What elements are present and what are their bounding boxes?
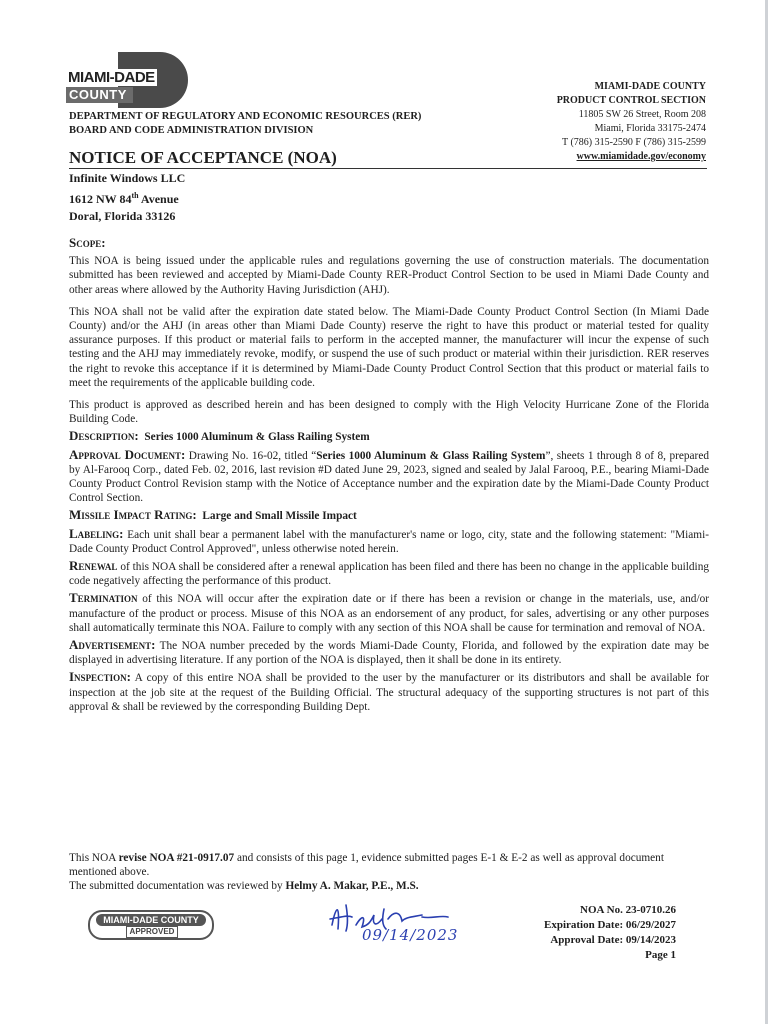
- revision-post: and consists of this page 1, evidence submitted pages E-1 & E-2 as well as approval document mentioned above.: [69, 852, 664, 879]
- stamp-county-text: MIAMI-DADE COUNTY: [96, 914, 206, 926]
- company-street: [69, 187, 185, 208]
- page-number: Page 1: [645, 949, 676, 961]
- inspection-section: [69, 670, 709, 714]
- advertisement-section: [69, 638, 709, 667]
- revision-note: [69, 851, 709, 879]
- signature-icon: [322, 895, 472, 955]
- termination-section: [69, 591, 709, 635]
- description-label: Description:: [69, 428, 139, 444]
- scope-paragraph-3: This product is approved as described herein and has been designed to comply with the High Velocity Hurricane Zone of the Florida Building Code.: [69, 399, 709, 426]
- advertisement-label: Advertisement:: [69, 637, 156, 653]
- renewal-text: of this NOA shall be considered after a renewal application has been filed and there has been no change in the applicable building code negatively affecting the performance of this product.: [69, 561, 709, 588]
- logo-text-county: COUNTY: [66, 87, 133, 103]
- approval-text-pre: Drawing No. 16-02, titled “: [185, 449, 317, 462]
- company-name: Infinite Windows LLC: [69, 171, 186, 185]
- contact-city: Miami, Florida 33175-2474: [594, 123, 706, 134]
- department-line-1: DEPARTMENT OF REGULATORY AND ECONOMIC RESOURCES (RER): [69, 111, 422, 122]
- scope-paragraph-2: This NOA shall not be valid after the expiration date stated below. The Miami-Dade County Product Control Section (In Miami Dade County) and/or the AHJ (in areas other than Miami Dade County) reserve the right to have this product or material tested for quality assurance purposes. If this product or material fails to perform in the accepted manner, the manufacturer will incur the expense of such testing and the AHJ may immediately revoke, modify, or suspend the use of such product or material within their jurisdiction. RER reserves the right to revoke this acceptance if it is determined by Miami-Dade County Product Control Section that this product or material fails to meet the requirements of the applicable building code.: [69, 305, 709, 389]
- labeling-label: Labeling:: [69, 525, 124, 541]
- logo-text-miami-dade: MIAMI-DADE: [68, 69, 155, 86]
- stamp-approved-text: APPROVED: [126, 926, 178, 938]
- department-line-2: BOARD AND CODE ADMINISTRATION DIVISION: [69, 125, 314, 136]
- inspection-text: A copy of this entire NOA shall be provided to the user by the manufacturer or its distributors and shall be available for inspection at the job site at the request of the Building Official. The structural adequacy of the supporting structures is not part of this approval & shall be reviewed by the corresponding Building Dept.: [69, 672, 709, 713]
- department-block: [69, 110, 421, 138]
- approval-drawing-title: Series 1000 Aluminum & Glass Railing System: [316, 449, 546, 462]
- street-suffix: th: [131, 191, 139, 200]
- labeling-text: Each unit shall bear a permanent label with the manufacturer's name or logo, city, state and the following statement: "Miami-Dade County Product Control Approved", unless otherwise noted herein.: [69, 528, 709, 555]
- contact-phone: T (786) 315-2590 F (786) 315-2599: [562, 137, 706, 148]
- signature-date: 09/14/2023: [362, 926, 459, 944]
- description-value: Series 1000 Aluminum & Glass Railing System: [144, 431, 370, 444]
- street-number: 1612 NW 84: [69, 192, 132, 206]
- miami-dade-logo: [66, 52, 188, 108]
- inspection-label: Inspection:: [69, 669, 131, 685]
- approval-label: Approval Document:: [69, 446, 186, 462]
- contact-county: MIAMI-DADE COUNTY: [594, 81, 706, 92]
- renewal-section: [69, 559, 709, 588]
- contact-block: [446, 80, 706, 164]
- street-name: Avenue: [138, 192, 179, 206]
- approval-text-post: ”, sheets 1 through 8 of 8, prepared by Al-Farooq Corp., dated Feb. 02, 2016, last revision #D dated June 29, 2023, signed and sealed by Jalal Farooq, P.E., bearing Miami-Dade County Product Control Revision stamp with the Notice of Acceptance number and the expiration date by the Miami-Dade County Product Control Section.: [69, 449, 709, 505]
- contact-section: PRODUCT CONTROL SECTION: [556, 95, 706, 106]
- termination-text: of this NOA will occur after the expiration date or if there has been a revision or change in the materials, use, and/or manufacture of the product or process. Misuse of this NOA as an endorsement of any product, for sales, advertising or any other purposes shall automatically terminate this NOA. Failure to comply with any section of this NOA shall be cause for termination and removal of NOA.: [69, 593, 709, 634]
- approval-date: Approval Date: 09/14/2023: [550, 934, 676, 946]
- scope-heading: [69, 236, 709, 251]
- noa-info-block: [544, 903, 676, 963]
- noa-number: NOA No. 23-0710.26: [580, 904, 676, 916]
- reviewer-note: [69, 879, 709, 893]
- expiration-date: Expiration Date: 06/29/2027: [544, 919, 676, 931]
- scope-paragraph-1: This NOA is being issued under the applicable rules and regulations governing the use of construction materials. The documentation submitted has been reviewed and accepted by Miami-Dade County RER-Product Control Section to be used in Miami Dade County and other areas where allowed by the Authority Having Jurisdiction (AHJ).: [69, 255, 709, 296]
- footer-text: [69, 851, 709, 894]
- missile-label: Missile Impact Rating:: [69, 507, 197, 523]
- company-address: [69, 170, 185, 225]
- company-city: Doral, Florida 33126: [69, 209, 176, 223]
- revision-pre: This NOA: [69, 852, 119, 864]
- advertisement-text: The NOA number preceded by the words Miami-Dade County, Florida, and followed by the expiration date may be displayed in advertising literature. If any portion of the NOA is displayed, then it shall be done in its entirety.: [69, 640, 709, 667]
- website-link[interactable]: www.miamidade.gov/economy: [576, 151, 706, 162]
- renewal-label: Renewal: [69, 558, 118, 574]
- approval-section: [69, 448, 709, 506]
- labeling-section: [69, 527, 709, 556]
- title-divider: [69, 168, 707, 169]
- scope-label: Scope:: [69, 235, 106, 250]
- contact-street: 11805 SW 26 Street, Room 208: [578, 109, 706, 120]
- page-title: NOTICE OF ACCEPTANCE (NOA): [69, 148, 337, 167]
- revision-number: revise NOA #21-0917.07: [118, 852, 235, 864]
- missile-section: [69, 508, 709, 523]
- reviewer-pre: The submitted documentation was reviewed by: [69, 880, 286, 893]
- notice-body: [69, 236, 709, 717]
- approved-stamp: [88, 910, 214, 940]
- missile-value: Large and Small Missile Impact: [202, 510, 357, 523]
- termination-label: Termination: [69, 590, 138, 606]
- description-section: [69, 429, 709, 444]
- reviewer-name: Helmy A. Makar, P.E., M.S.: [285, 880, 419, 893]
